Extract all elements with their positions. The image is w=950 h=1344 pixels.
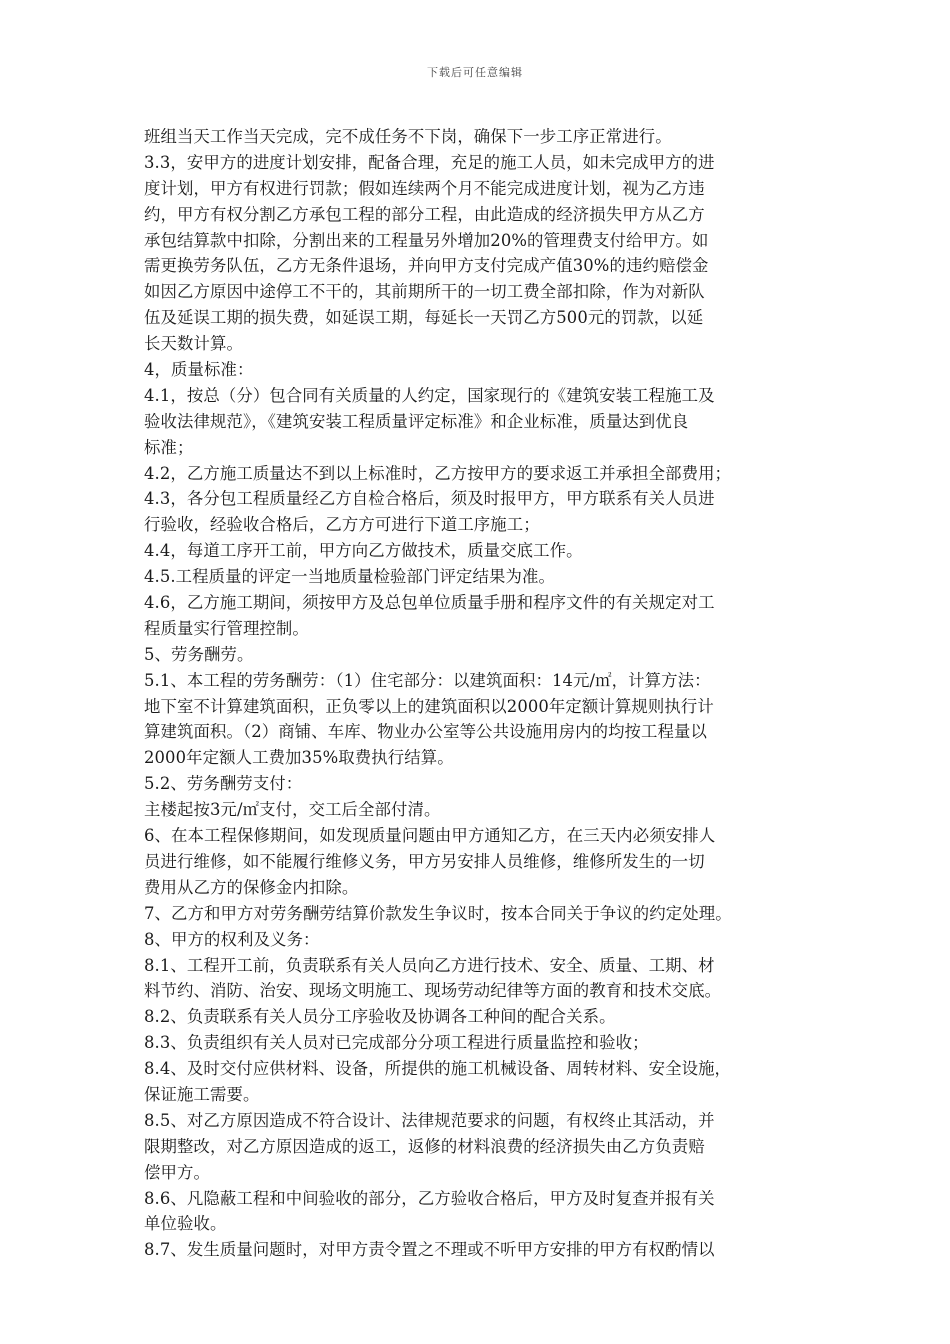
text-line: 偿甲方。 <box>144 1162 210 1182</box>
text-line: 5.1、本工程的劳务酬劳：（1）住宅部分：以建筑面积：14元/㎡，计算方法： <box>144 670 711 690</box>
text-line: 8.6、凡隐蔽工程和中间验收的部分，乙方验收合格后，甲方及时复查并报有关 <box>144 1188 715 1208</box>
page-header: 下载后可任意编辑 <box>427 66 523 79</box>
text-line: 料节约、消防、治安、现场文明施工、现场劳动纪律等方面的教育和技术交底。 <box>144 981 722 1001</box>
text-line: 费用从乙方的保修金内扣除。 <box>144 877 359 897</box>
text-line: 标准； <box>144 437 194 457</box>
text-line: 8.1、工程开工前，负责联系有关人员向乙方进行技术、安全、质量、工期、材 <box>144 955 715 975</box>
text-line: 地下室不计算建筑面积，正负零以上的建筑面积以2000年定额计算规则执行计 <box>144 696 714 716</box>
text-line: 主楼起按3元/㎡支付，交工后全部付清。 <box>144 800 441 820</box>
text-line: 4.3，各分包工程质量经乙方自检合格后，须及时报甲方，甲方联系有关人员进 <box>144 489 715 509</box>
text-line: 承包结算款中扣除，分割出来的工程量另外增加20%的管理费支付给甲方。如 <box>144 230 709 250</box>
document-body <box>144 124 818 1263</box>
text-line: 需更换劳务队伍，乙方无条件退场，并向甲方支付完成产值30%的违约赔偿金 <box>144 256 709 276</box>
text-line: 长天数计算。 <box>144 334 243 354</box>
text-line: 程质量实行管理控制。 <box>144 618 309 638</box>
text-line: 单位验收。 <box>144 1214 227 1234</box>
text-line: 4.4，每道工序开工前，甲方向乙方做技术，质量交底工作。 <box>144 541 583 561</box>
text-line: 伍及延误工期的损失费，如延误工期，每延长一天罚乙方500元的罚款，以延 <box>144 308 704 328</box>
text-line: 保证施工需要。 <box>144 1084 260 1104</box>
text-line: 验收法律规范》，《建筑安装工程质量评定标准》和企业标准，质量达到优良 <box>144 411 689 431</box>
text-line: 3.3，安甲方的进度计划安排，配备合理，充足的施工人员，如未完成甲方的进 <box>144 152 715 172</box>
text-line: 8.7、发生质量问题时，对甲方责令置之不理或不听甲方安排的甲方有权酌情以 <box>144 1240 715 1260</box>
text-line: 如因乙方原因中途停工不干的，其前期所干的一切工费全部扣除，作为对新队 <box>144 282 705 302</box>
section-heading: 4，质量标准： <box>144 360 254 380</box>
section-heading: 5、劳务酬劳。 <box>144 644 254 664</box>
text-line: 算建筑面积。（2）商铺、车库、物业办公室等公共设施用房内的均按工程量以 <box>144 722 708 742</box>
text-line: 员进行维修，如不能履行维修义务，甲方另安排人员维修，维修所发生的一切 <box>144 851 705 871</box>
text-line: 度计划，甲方有权进行罚款；假如连续两个月不能完成进度计划，视为乙方违 <box>144 178 705 198</box>
text-line: 8.4、及时交付应供材料、设备，所提供的施工机械设备、周转材料、安全设施， <box>144 1059 732 1079</box>
text-line: 7、乙方和甲方对劳务酬劳结算价款发生争议时，按本合同关于争议的约定处理。 <box>144 903 732 923</box>
section-heading: 8、甲方的权利及义务： <box>144 929 320 949</box>
text-line: 行验收，经验收合格后，乙方方可进行下道工序施工； <box>144 515 540 535</box>
text-line: 5.2、劳务酬劳支付： <box>144 774 303 794</box>
text-line: 8.3、负责组织有关人员对已完成部分分项工程进行质量监控和验收； <box>144 1033 649 1053</box>
text-line: 6、在本工程保修期间，如发现质量问题由甲方通知乙方，在三天内必须安排人 <box>144 826 716 846</box>
text-line: 4.6，乙方施工期间，须按甲方及总包单位质量手册和程序文件的有关规定对工 <box>144 593 715 613</box>
text-line: 4.2，乙方施工质量达不到以上标准时，乙方按甲方的要求返工并承担全部费用； <box>144 463 732 483</box>
text-line: 8.2、负责联系有关人员分工序验收及协调各工种间的配合关系。 <box>144 1007 616 1027</box>
text-line: 4.1，按总（分）包合同有关质量的人约定，国家现行的《建筑安装工程施工及 <box>144 385 715 405</box>
text-line: 限期整改，对乙方原因造成的返工，返修的材料浪费的经济损失由乙方负责赔 <box>144 1136 705 1156</box>
text-line: 班组当天工作当天完成，完不成任务不下岗，确保下一步工序正常进行。 <box>144 127 672 146</box>
text-line: 约，甲方有权分割乙方承包工程的部分工程，由此造成的经济损失甲方从乙方 <box>144 204 705 224</box>
text-line: 2000年定额人工费加35%取费执行结算。 <box>144 748 454 768</box>
text-line: 4.5.工程质量的评定一当地质量检验部门评定结果为准。 <box>144 567 555 587</box>
text-line: 8.5、对乙方原因造成不符合设计、法律规范要求的问题，有权终止其活动，并 <box>144 1110 715 1130</box>
